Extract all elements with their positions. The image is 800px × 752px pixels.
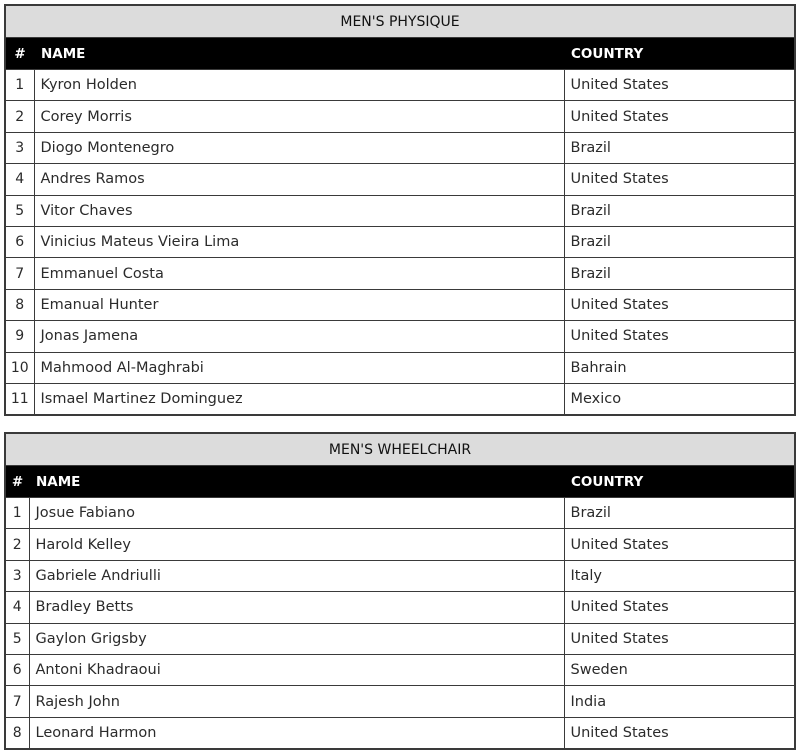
athlete-name-cell: Josue Fabiano xyxy=(29,498,564,529)
rank-cell: 7 xyxy=(5,258,34,289)
country-cell: United States xyxy=(564,289,795,320)
rank-cell: 2 xyxy=(5,101,34,132)
country-cell: India xyxy=(564,686,795,717)
table-row xyxy=(5,654,795,685)
rank-cell: 10 xyxy=(5,352,34,383)
rank-cell: 5 xyxy=(5,195,34,226)
mens-wheelchair-table xyxy=(4,432,796,750)
country-cell: Brazil xyxy=(564,498,795,529)
mens-physique-table xyxy=(4,4,796,416)
athlete-name-cell: Leonard Harmon xyxy=(29,717,564,749)
rank-cell: 8 xyxy=(5,289,34,320)
athlete-name-cell: Ismael Martinez Dominguez xyxy=(34,383,564,415)
country-cell: Brazil xyxy=(564,258,795,289)
country-cell: Brazil xyxy=(564,226,795,257)
country-cell: United States xyxy=(564,164,795,195)
athlete-name-cell: Mahmood Al-Maghrabi xyxy=(34,352,564,383)
athlete-name-cell: Diogo Montenegro xyxy=(34,132,564,163)
athlete-name-cell: Gaylon Grigsby xyxy=(29,623,564,654)
athlete-name-cell: Antoni Khadraoui xyxy=(29,654,564,685)
table-row xyxy=(5,101,795,132)
table-row xyxy=(5,686,795,717)
athlete-name-cell: Gabriele Andriulli xyxy=(29,560,564,591)
column-header-name: NAME xyxy=(29,466,564,498)
country-cell: United States xyxy=(564,70,795,101)
column-header-country: COUNTRY xyxy=(564,38,795,70)
rank-cell: 4 xyxy=(5,164,34,195)
athlete-name-cell: Vitor Chaves xyxy=(34,195,564,226)
table-row xyxy=(5,70,795,101)
column-header-number: # xyxy=(5,466,29,498)
rank-cell: 8 xyxy=(5,717,29,749)
table-row xyxy=(5,383,795,415)
rank-cell: 1 xyxy=(5,70,34,101)
rank-cell: 3 xyxy=(5,132,34,163)
table-row xyxy=(5,592,795,623)
rank-cell: 7 xyxy=(5,686,29,717)
country-cell: Brazil xyxy=(564,195,795,226)
table-row xyxy=(5,289,795,320)
athlete-name-cell: Vinicius Mateus Vieira Lima xyxy=(34,226,564,257)
country-cell: Bahrain xyxy=(564,352,795,383)
table-row xyxy=(5,717,795,749)
table-row xyxy=(5,258,795,289)
rank-cell: 6 xyxy=(5,654,29,685)
column-header-name: NAME xyxy=(34,38,564,70)
table-row xyxy=(5,498,795,529)
rank-cell: 4 xyxy=(5,592,29,623)
table-row xyxy=(5,321,795,352)
rank-cell: 2 xyxy=(5,529,29,560)
country-cell: United States xyxy=(564,623,795,654)
country-cell: Mexico xyxy=(564,383,795,415)
country-cell: United States xyxy=(564,592,795,623)
table-row xyxy=(5,529,795,560)
table-title: MEN'S WHEELCHAIR xyxy=(5,433,795,466)
rank-cell: 11 xyxy=(5,383,34,415)
country-cell: United States xyxy=(564,529,795,560)
country-cell: Italy xyxy=(564,560,795,591)
rank-cell: 9 xyxy=(5,321,34,352)
rank-cell: 6 xyxy=(5,226,34,257)
athlete-name-cell: Corey Morris xyxy=(34,101,564,132)
country-cell: United States xyxy=(564,717,795,749)
column-header-number: # xyxy=(5,38,34,70)
table-row xyxy=(5,623,795,654)
rank-cell: 5 xyxy=(5,623,29,654)
table-row xyxy=(5,195,795,226)
rank-cell: 3 xyxy=(5,560,29,591)
table-row xyxy=(5,164,795,195)
column-header-country: COUNTRY xyxy=(564,466,795,498)
table-title: MEN'S PHYSIQUE xyxy=(5,5,795,38)
table-row xyxy=(5,352,795,383)
table-row xyxy=(5,132,795,163)
athlete-name-cell: Emanual Hunter xyxy=(34,289,564,320)
athlete-name-cell: Emmanuel Costa xyxy=(34,258,564,289)
rank-cell: 1 xyxy=(5,498,29,529)
athlete-name-cell: Jonas Jamena xyxy=(34,321,564,352)
country-cell: United States xyxy=(564,321,795,352)
table-row xyxy=(5,560,795,591)
country-cell: Brazil xyxy=(564,132,795,163)
athlete-name-cell: Harold Kelley xyxy=(29,529,564,560)
athlete-name-cell: Bradley Betts xyxy=(29,592,564,623)
athlete-name-cell: Rajesh John xyxy=(29,686,564,717)
country-cell: United States xyxy=(564,101,795,132)
table-row xyxy=(5,226,795,257)
country-cell: Sweden xyxy=(564,654,795,685)
athlete-name-cell: Kyron Holden xyxy=(34,70,564,101)
athlete-name-cell: Andres Ramos xyxy=(34,164,564,195)
